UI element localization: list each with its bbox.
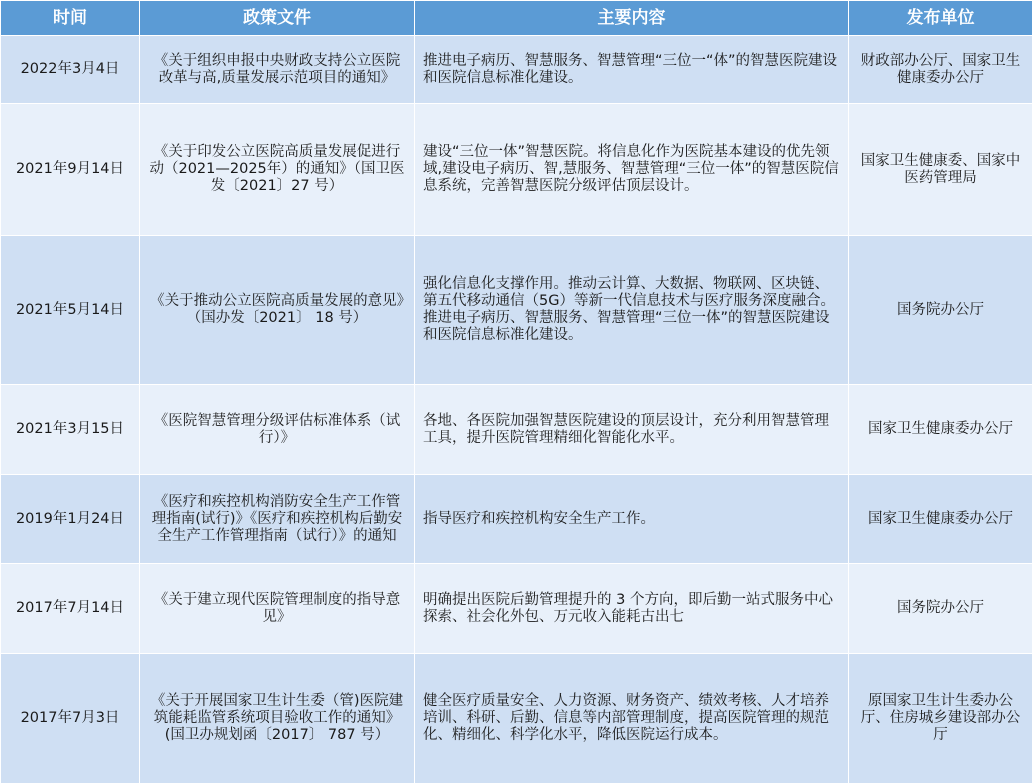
row-date: 2019年1月24日 — [1, 475, 140, 564]
row-issuer: 国家卫生健康委办公厅 — [849, 385, 1032, 475]
header-document: 政策文件 — [140, 1, 415, 36]
row-content: 推进电子病历、智慧服务、智慧管理“三位一“体”的智慧医院建设和医院信息标准化建设。 — [415, 36, 849, 104]
row-date: 2017年7月14日 — [1, 564, 140, 654]
row-document: 《关于建立现代医院管理制度的指导意见》 — [140, 564, 415, 654]
table-row — [1, 475, 1032, 564]
table-row — [1, 236, 1032, 385]
table-row — [1, 654, 1032, 784]
row-content: 强化信息化支撑作用。推动云计算、大数据、物联网、区块链、第五代移动通信（5G）等新一代信息技术与医疗服务深度融合。推进电子病历、智慧服务、智慧管理“三位一体”的智慧医院建设和医院信息标准化建设。 — [415, 236, 849, 385]
row-issuer: 原国家卫生计生委办公厅、住房城乡建设部办公厅 — [849, 654, 1032, 784]
row-content: 健全医疗质量安全、人力资源、财务资产、绩效考核、人才培养培训、科研、后勤、信息等内部管理制度，提高医院管理的规范化、精细化、科学化水平，降低医院运行成本。 — [415, 654, 849, 784]
row-content: 指导医疗和疾控机构安全生产工作。 — [415, 475, 849, 564]
table-body — [1, 36, 1032, 784]
row-issuer: 国家卫生健康委办公厅 — [849, 475, 1032, 564]
row-date: 2017年7月3日 — [1, 654, 140, 784]
row-issuer: 国家卫生健康委、国家中医药管理局 — [849, 104, 1032, 236]
row-date: 2021年5月14日 — [1, 236, 140, 385]
table-header — [1, 1, 1032, 36]
header-content: 主要内容 — [415, 1, 849, 36]
row-date: 2021年9月14日 — [1, 104, 140, 236]
header-row — [1, 1, 1032, 36]
header-time: 时间 — [1, 1, 140, 36]
row-date: 2021年3月15日 — [1, 385, 140, 475]
row-document: 《关于印发公立医院高质量发展促进行动（2021—2025年）的通知》（国卫医发〔2021〕27 号） — [140, 104, 415, 236]
table-row — [1, 36, 1032, 104]
table-row — [1, 564, 1032, 654]
row-document: 《医院智慧管理分级评估标准体系（试行）》 — [140, 385, 415, 475]
row-document: 《关于推动公立医院高质量发展的意见》（国办发〔2021〕 18 号） — [140, 236, 415, 385]
table-row — [1, 104, 1032, 236]
row-document: 《关于组织申报中央财政支持公立医院改革与高,质量发展示范项目的通知》 — [140, 36, 415, 104]
table-row — [1, 385, 1032, 475]
row-document: 《关于开展国家卫生计生委（管)医院建筑能耗监管系统项目验收工作的通知》(国卫办规划函〔2017〕 787 号） — [140, 654, 415, 784]
row-document: 《医疗和疾控机构消防安全生产工作管理指南(试行)》《医疗和疾控机构后勤安全生产工作管理指南（试行）》的通知 — [140, 475, 415, 564]
row-date: 2022年3月4日 — [1, 36, 140, 104]
row-issuer: 国务院办公厅 — [849, 236, 1032, 385]
row-content: 明确提出医院后勤管理提升的 3 个方向，即后勤一站式服务中心探索、社会化外包、万元收入能耗古出七 — [415, 564, 849, 654]
header-issuer: 发布单位 — [849, 1, 1032, 36]
row-content: 各地、各医院加强智慧医院建设的顶层设计，充分利用智慧管理工具，提升医院管理精细化智能化水平。 — [415, 385, 849, 475]
row-issuer: 国务院办公厅 — [849, 564, 1032, 654]
row-issuer: 财政部办公厅、国家卫生健康委办公厅 — [849, 36, 1032, 104]
row-content: 建设“三位一体”智慧医院。将信息化作为医院基本建设的优先领域,建设电子病历、智,慧服务、智慧管理“三位一体”的智慧医院信息系统，完善智慧医院分级评估顶层设计。 — [415, 104, 849, 236]
